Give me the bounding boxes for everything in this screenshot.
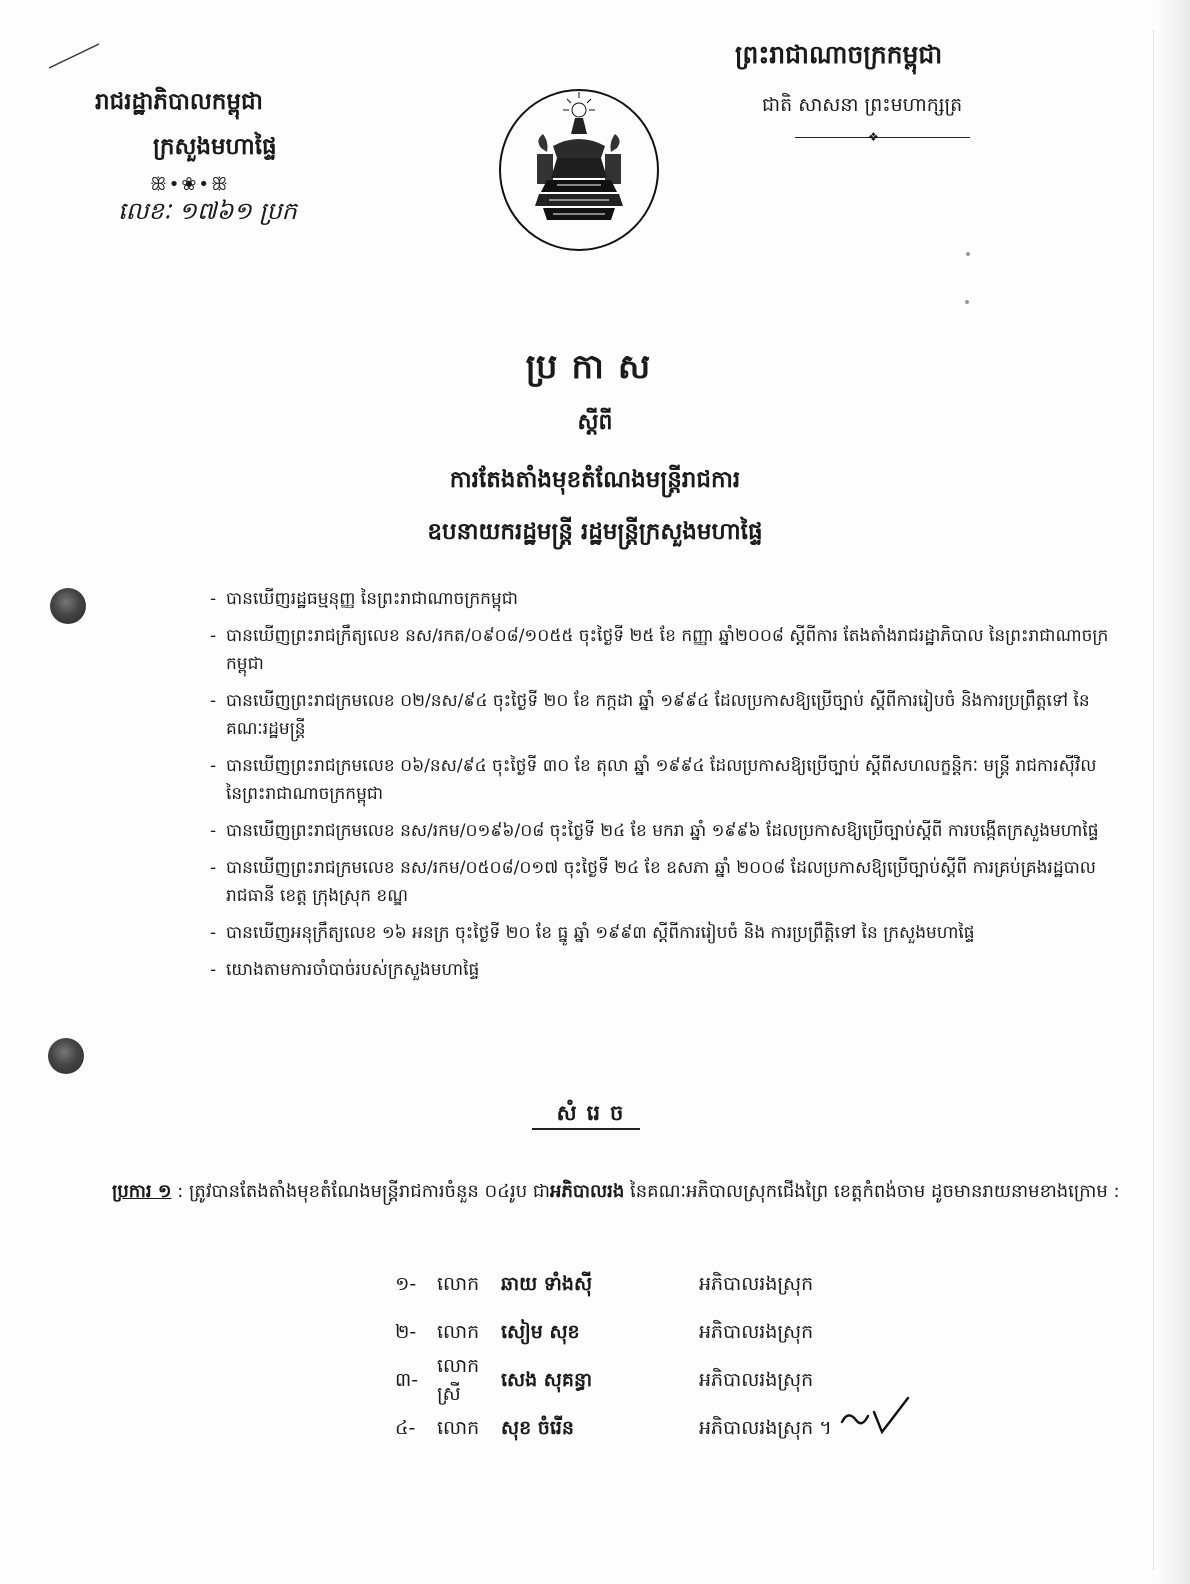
kingdom-motto: ជាតិ សាសនា ព្រះមហាក្សត្រ <box>762 94 963 116</box>
motto-divider <box>795 137 970 138</box>
appointees-list <box>395 1262 899 1454</box>
appointee-row: ១- លោក ឆាយ ទាំងស៊ី អភិបាលរងស្រុក <box>395 1262 899 1310</box>
page-edge-shadow <box>1156 0 1190 1584</box>
article-1-position: អភិបាលរង <box>550 1181 625 1202</box>
appointee-name: សុខ ចំរើន <box>501 1417 574 1439</box>
punch-hole-bottom <box>48 1038 84 1074</box>
title-subject-line1: ការតែងតាំងមុខតំណែងមន្ត្រីរាជការ <box>449 467 741 493</box>
royal-emblem-icon <box>497 88 661 252</box>
document-title: ប្រកាស <box>525 347 665 387</box>
appointee-row: ៣- លោកស្រី សេង សុគន្ធា អភិបាលរងស្រុក <box>395 1358 899 1406</box>
scan-speck <box>965 300 969 304</box>
consideration-item: - បានឃើញព្រះរាជក្រមលេខ នស/រកម/០១៩៦/០៨ ចុះថ្ងៃទី ២៤ ខែ មករា ឆ្នាំ ១៩៩៦ ដែលប្រកាសឱ្យប្រើច្បាប់ស្តីពី ការបង្កើតក្រសួងមហាផ្ទៃ <box>210 821 1099 841</box>
pen-mark <box>45 40 105 72</box>
title-about: ស្តីពី <box>577 410 613 435</box>
divider-ornament: ❖ <box>868 130 879 144</box>
appointee-name: សេង សុគន្ធា <box>501 1369 593 1391</box>
article-1-colon: : <box>171 1181 190 1202</box>
handwritten-initial-mark <box>838 1392 918 1442</box>
consideration-item: - បានឃើញព្រះរាជក្រមលេខ ០២/នស/៩៤ ចុះថ្ងៃទី ២០ ខែ កក្កដា ឆ្នាំ ១៩៩៤ ដែលប្រកាសឱ្យប្រើច្បាប់ ស្តីពីការរៀបចំ និងការប្រព្រឹត្តទៅ នៃគណៈរដ្ឋមន្ត្រី <box>210 691 1090 739</box>
appointee-position: អភិបាលរងស្រុក <box>699 1273 814 1295</box>
consideration-item: - បានឃើញព្រះរាជក្រមលេខ នស/រកម/០៥០៨/០១៧ ចុះថ្ងៃទី ២៤ ខែ ឧសភា ឆ្នាំ ២០០៨ ដែលប្រកាសឱ្យប្រើច្បាប់ស្តីពី ការគ្រប់គ្រងរដ្ឋបាលរាជធានី ខេត្ត ក្រុងស្រុក ខណ្ឌ <box>210 858 1096 906</box>
decision-heading: សំរេច <box>556 1101 634 1125</box>
article-1-label: ប្រការ ១ <box>112 1181 172 1202</box>
consideration-item: - បានឃើញព្រះរាជក្រមលេខ ០៦/នស/៩៤ ចុះថ្ងៃទី ៣០ ខែ តុលា ឆ្នាំ ១៩៩៤ ដែលប្រកាសឱ្យប្រើច្បាប់ ស្តីពីសហលក្ខន្តិកៈ មន្ត្រី រាជការស៊ីវិល នៃព្រះរាជាណាចក្រកម្ពុជា <box>210 756 1097 804</box>
consideration-item: - បានឃើញព្រះរាជក្រឹត្យលេខ នស/រកត/០៩០៨/១០៥៥ ចុះថ្ងៃទី ២៥ ខែ កញ្ញា ឆ្នាំ២០០៨ ស្តីពីការ តែងតាំងរាជរដ្ឋាភិបាល នៃព្រះរាជាណាចក្រកម្ពុជា <box>210 626 1109 674</box>
page-edge-line <box>1153 30 1154 1570</box>
appointee-position: អភិបាលរងស្រុក <box>699 1369 814 1391</box>
article-1-text-rest: នៃគណៈអភិបាលស្រុកជើងព្រៃ ខេត្តកំពង់ចាម ដូចមានរាយនាមខាងក្រោម : <box>624 1181 1120 1202</box>
scan-speck <box>966 252 970 256</box>
consideration-item: - យោងតាមការចាំបាច់របស់ក្រសួងមហាផ្ទៃ <box>210 960 480 980</box>
appointee-name: ឆាយ ទាំងស៊ី <box>501 1273 593 1295</box>
ministry-line2: ក្រសួងមហាផ្ទៃ <box>153 134 277 160</box>
appointee-name: សៀម សុខ <box>501 1321 580 1343</box>
appointee-row: ៤- លោក សុខ ចំរើន អភិបាលរងស្រុក ។ <box>395 1406 899 1454</box>
consideration-item: - បានឃើញរដ្ឋធម្មនុញ្ញ នៃព្រះរាជាណាចក្រកម្ពុជា <box>210 589 518 609</box>
considerations-list <box>210 585 1120 993</box>
article-1-text: ត្រូវបានតែងតាំងមុខតំណែងមន្ត្រីរាជការចំនួន ០៤រូប ជា <box>189 1181 551 1202</box>
reference-number: លេខៈ ១៧៦១ ប្រក <box>118 197 297 225</box>
ministry-block <box>95 88 375 166</box>
kingdom-title: ព្រះរាជាណាចក្រកម្ពុជា <box>735 40 943 69</box>
consideration-item: - បានឃើញអនុក្រឹត្យលេខ ១៦ អនក្រ ចុះថ្ងៃទី ២០ ខែ ធ្នូ ឆ្នាំ ១៩៩៣ ស្តីពីការរៀបចំ និង ការប្រព្រឹត្តិទៅ នៃ ក្រសួងមហាផ្ទៃ <box>210 923 975 943</box>
punch-hole-top <box>50 588 86 624</box>
appointee-position: អភិបាលរងស្រុក ។ <box>699 1417 832 1439</box>
ornament-small: ꕥ•❀•ꕥ <box>150 174 230 195</box>
appointee-position: អភិបាលរងស្រុក <box>699 1321 814 1343</box>
ministry-line1: រាជរដ្ឋាភិបាលកម្ពុជា <box>95 89 263 115</box>
appointee-row: ២- លោក សៀម សុខ អភិបាលរងស្រុក <box>395 1310 899 1358</box>
decision-underline <box>532 1128 640 1130</box>
article-1 <box>112 1166 1122 1218</box>
title-subject-line2: ឧបនាយករដ្ឋមន្ត្រី រដ្ឋមន្ត្រីក្រសួងមហាផ្ទៃ <box>427 519 763 545</box>
